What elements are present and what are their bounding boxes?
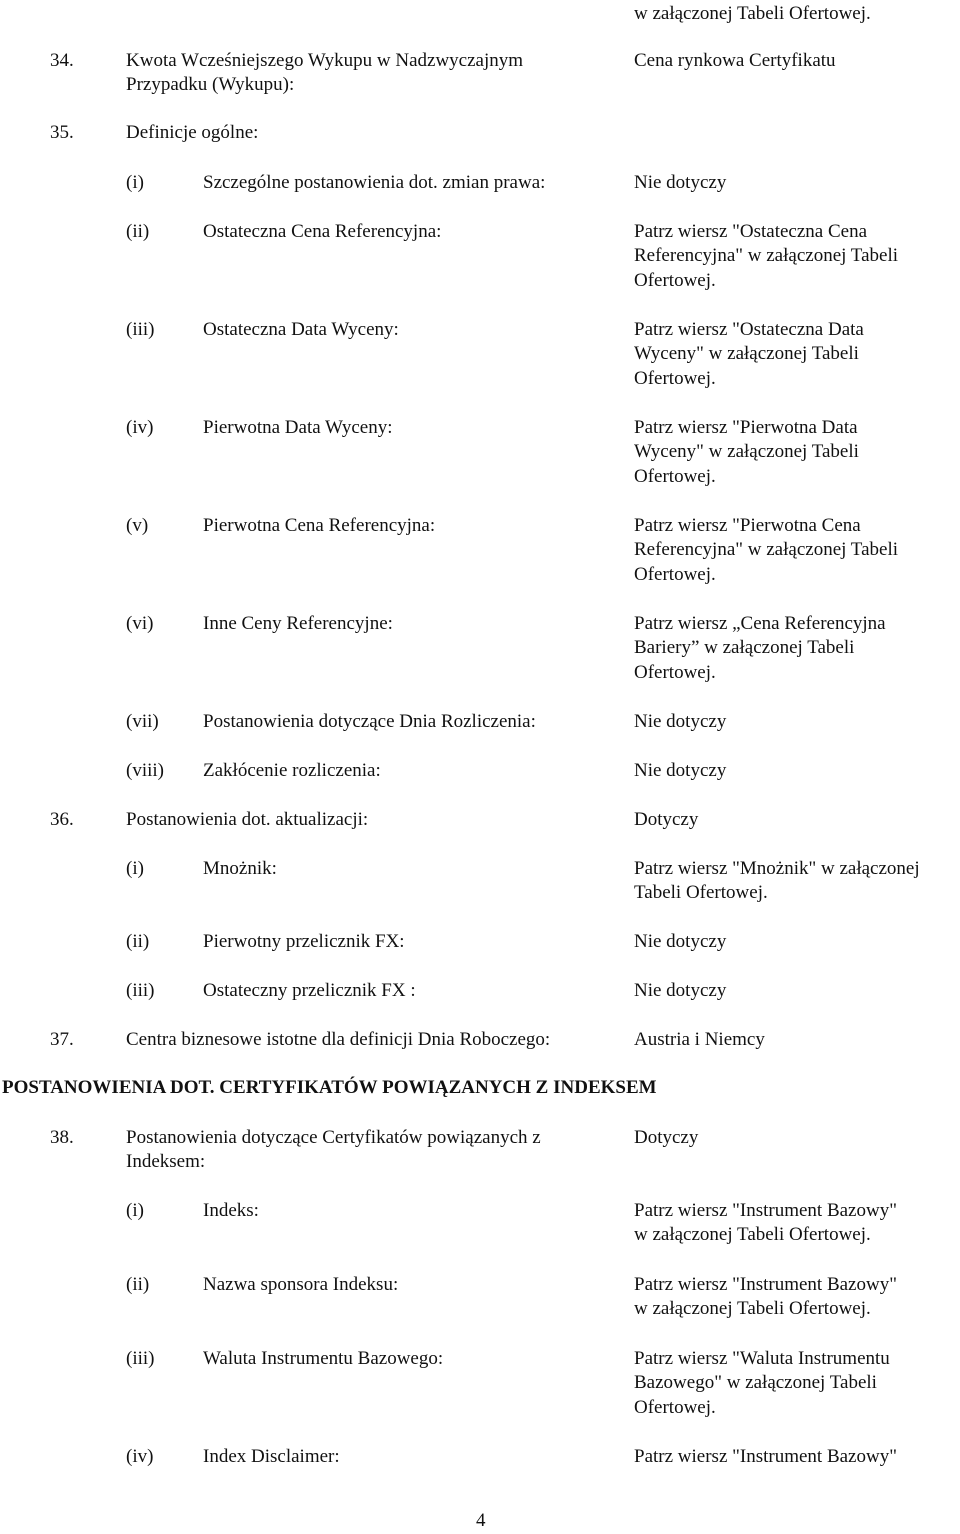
item-37-number: 37. [50, 1029, 74, 1050]
sub35-ii-value-line3: Ofertowej. [634, 270, 716, 291]
sub35-iv-value-line2: Wyceny" w załączonej Tabeli [634, 441, 859, 462]
sub35-v-value-line2: Referencyjna" w załączonej Tabeli [634, 539, 899, 560]
sub36-ii-label: Pierwotny przelicznik FX: [203, 931, 405, 952]
sub36-i-value-line1: Patrz wiersz "Mnożnik" w załączonej [634, 858, 920, 879]
section-heading: POSTANOWIENIA DOT. CERTYFIKATÓW POWIĄZANYCH Z INDEKSEM [2, 1077, 657, 1098]
item-34-label-cont: Przypadku (Wykupu): [126, 74, 295, 95]
sub38-iii-value-line3: Ofertowej. [634, 1397, 716, 1418]
sub35-iv-roman: (iv) [126, 417, 154, 438]
item-36-value: Dotyczy [634, 809, 699, 830]
item-34-label: Kwota Wcześniejszego Wykupu w Nadzwyczajnym [126, 50, 524, 71]
sub35-iv-value-line3: Ofertowej. [634, 466, 716, 487]
sub36-iii-label: Ostateczny przelicznik FX : [203, 980, 416, 1001]
sub35-iii-value-line2: Wyceny" w załączonej Tabeli [634, 343, 859, 364]
sub38-iii-label: Waluta Instrumentu Bazowego: [203, 1348, 444, 1369]
sub35-i-label: Szczególne postanowienia dot. zmian prawa: [203, 172, 546, 193]
sub38-iv-label: Index Disclaimer: [203, 1446, 340, 1467]
sub35-ii-value-line2: Referencyjna" w załączonej Tabeli [634, 245, 899, 266]
sub35-ii-value-line1: Patrz wiersz "Ostateczna Cena [634, 221, 868, 242]
sub35-iii-value-line1: Patrz wiersz "Ostateczna Data [634, 319, 864, 340]
item-38-label-cont: Indeksem: [126, 1151, 206, 1172]
sub36-iii-roman: (iii) [126, 980, 155, 1001]
item-38-value: Dotyczy [634, 1127, 699, 1148]
sub35-iv-value-line1: Patrz wiersz "Pierwotna Data [634, 417, 858, 438]
sub35-v-value-line3: Ofertowej. [634, 564, 716, 585]
item-38-number: 38. [50, 1127, 74, 1148]
item-34-number: 34. [50, 50, 74, 71]
sub35-vi-value-line2: Bariery” w załączonej Tabeli [634, 637, 855, 658]
item-34-value: Cena rynkowa Certyfikatu [634, 50, 836, 71]
sub35-ii-label: Ostateczna Cena Referencyjna: [203, 221, 442, 242]
sub38-i-value-line1: Patrz wiersz "Instrument Bazowy" [634, 1200, 897, 1221]
sub35-i-roman: (i) [126, 172, 144, 193]
sub38-iii-value-line1: Patrz wiersz "Waluta Instrumentu [634, 1348, 890, 1369]
sub35-i-value: Nie dotyczy [634, 172, 727, 193]
item-36-number: 36. [50, 809, 74, 830]
sub38-i-roman: (i) [126, 1200, 144, 1221]
sub38-ii-label: Nazwa sponsora Indeksu: [203, 1274, 399, 1295]
item-38-label: Postanowienia dotyczące Certyfikatów powiązanych z [126, 1127, 541, 1148]
sub35-vii-value: Nie dotyczy [634, 711, 727, 732]
sub35-viii-label: Zakłócenie rozliczenia: [203, 760, 381, 781]
sub38-ii-value-line2: w załączonej Tabeli Ofertowej. [634, 1298, 871, 1319]
sub35-v-value-line1: Patrz wiersz "Pierwotna Cena [634, 515, 861, 536]
sub38-ii-value-line1: Patrz wiersz "Instrument Bazowy" [634, 1274, 897, 1295]
item-36-label: Postanowienia dot. aktualizacji: [126, 809, 369, 830]
sub35-ii-roman: (ii) [126, 221, 150, 242]
sub35-v-label: Pierwotna Cena Referencyjna: [203, 515, 436, 536]
sub35-iii-roman: (iii) [126, 319, 155, 340]
sub35-viii-roman: (viii) [126, 760, 164, 781]
sub38-iii-value-line2: Bazowego" w załączonej Tabeli [634, 1372, 877, 1393]
item-37-label: Centra biznesowe istotne dla definicji Dnia Roboczego: [126, 1029, 551, 1050]
sub35-vi-roman: (vi) [126, 613, 154, 634]
sub38-iv-value: Patrz wiersz "Instrument Bazowy" [634, 1446, 897, 1467]
sub38-i-value-line2: w załączonej Tabeli Ofertowej. [634, 1224, 871, 1245]
sub35-iv-label: Pierwotna Data Wyceny: [203, 417, 393, 438]
sub35-v-roman: (v) [126, 515, 149, 536]
sub35-vii-roman: (vii) [126, 711, 159, 732]
sub38-i-label: Indeks: [203, 1200, 259, 1221]
item-35-label: Definicje ogólne: [126, 122, 259, 143]
sub35-iii-value-line3: Ofertowej. [634, 368, 716, 389]
sub36-i-label: Mnożnik: [203, 858, 277, 879]
sub35-vii-label: Postanowienia dotyczące Dnia Rozliczenia: [203, 711, 536, 732]
sub35-viii-value: Nie dotyczy [634, 760, 727, 781]
sub35-vi-value-line1: Patrz wiersz „Cena Referencyjna [634, 613, 886, 634]
sub35-iii-label: Ostateczna Data Wyceny: [203, 319, 399, 340]
item-35-number: 35. [50, 122, 74, 143]
sub36-i-roman: (i) [126, 858, 144, 879]
item-37-value: Austria i Niemcy [634, 1029, 765, 1050]
sub36-ii-roman: (ii) [126, 931, 150, 952]
sub35-vi-value-line3: Ofertowej. [634, 662, 716, 683]
page-number: 4 [476, 1510, 486, 1531]
carry-over-text: w załączonej Tabeli Ofertowej. [634, 3, 871, 24]
sub36-i-value-line2: Tabeli Ofertowej. [634, 882, 768, 903]
sub38-iv-roman: (iv) [126, 1446, 154, 1467]
sub38-iii-roman: (iii) [126, 1348, 155, 1369]
sub35-vi-label: Inne Ceny Referencyjne: [203, 613, 393, 634]
sub36-iii-value: Nie dotyczy [634, 980, 727, 1001]
sub38-ii-roman: (ii) [126, 1274, 150, 1295]
sub36-ii-value: Nie dotyczy [634, 931, 727, 952]
